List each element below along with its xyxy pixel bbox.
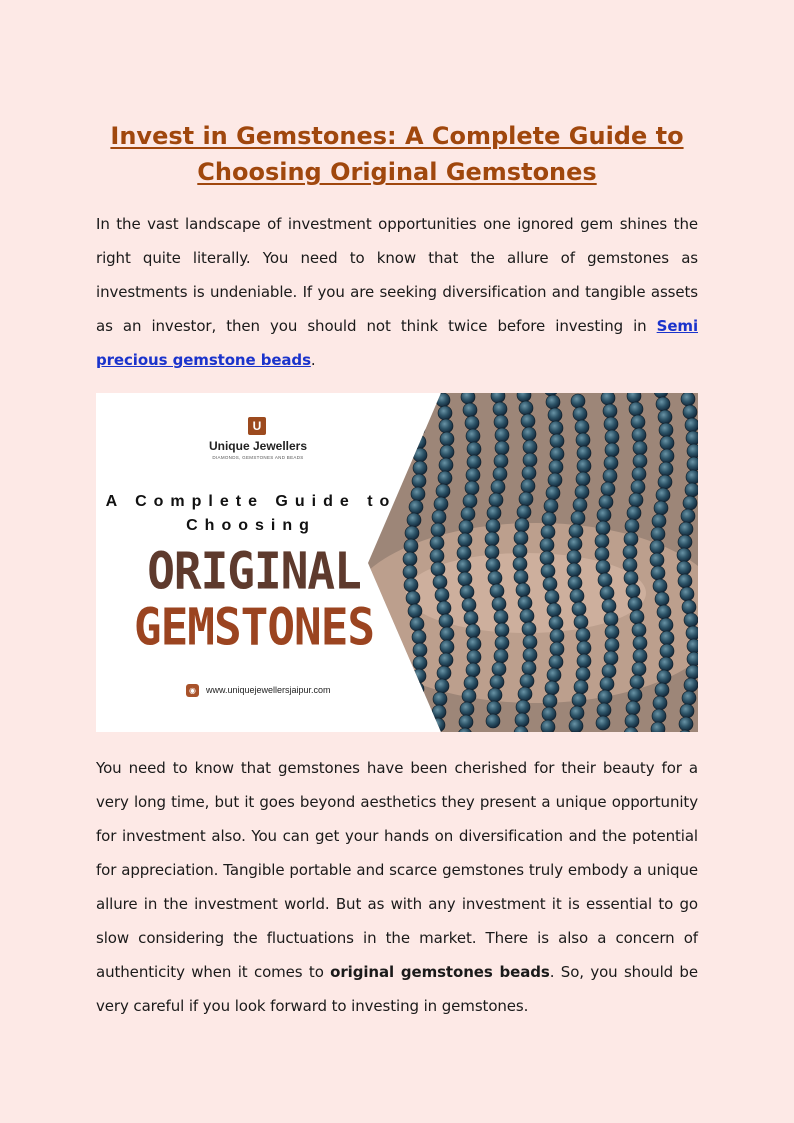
body-end: . So, you should be very careful if you look forward to investing in gemstones. [96, 963, 698, 1015]
bold-phrase: original gemstones beads [330, 963, 550, 981]
brand-name: Unique Jewellers [208, 439, 308, 453]
brand-tagline: DIAMONDS, GEMSTONES AND BEADS [212, 455, 304, 460]
intro-end: . [310, 351, 316, 369]
intro-paragraph [96, 207, 698, 377]
intro-text: In the vast landscape of investment opportunities one ignored gem shines the right quite literally. You need to know that the allure of gemstones as investments is undeniable. If you are seeking diversification and tangible assets as an investor, then you should not think twice before investing in [96, 215, 698, 335]
website-url: www.uniquejewellersjaipur.com [206, 685, 331, 695]
body-text: You need to know that gemstones have been cherished for their beauty for a very long time, but it goes beyond aesthetics they present a unique opportunity for investment also. You can get your hands on diversification and the potential for appreciation. Tangible portable and scarce gemstones truly embody a unique allure in the investment world. But as with any investment it is essential to go slow considering the fluctuations in the market. There is also a concern of authenticity when it comes to [96, 759, 698, 981]
brand-logo-icon: U [248, 417, 266, 435]
page-title [96, 118, 698, 190]
banner-word-gemstones: GEMSTONES [133, 597, 375, 657]
banner-heading-line-2: Choosing [186, 517, 316, 534]
body-paragraph [96, 751, 698, 1023]
semi-precious-beads-link[interactable]: Semi precious gemstone beads [96, 317, 698, 369]
globe-icon: ◉ [186, 684, 199, 697]
title-line-1: Invest in Gemstones: A Complete Guide to [110, 122, 684, 150]
banner-heading-line-1: A Complete Guide to [105, 493, 397, 510]
title-line-2: Choosing Original Gemstones [197, 158, 597, 186]
guide-banner-image [96, 393, 698, 732]
banner-word-original: ORIGINAL [147, 541, 361, 601]
